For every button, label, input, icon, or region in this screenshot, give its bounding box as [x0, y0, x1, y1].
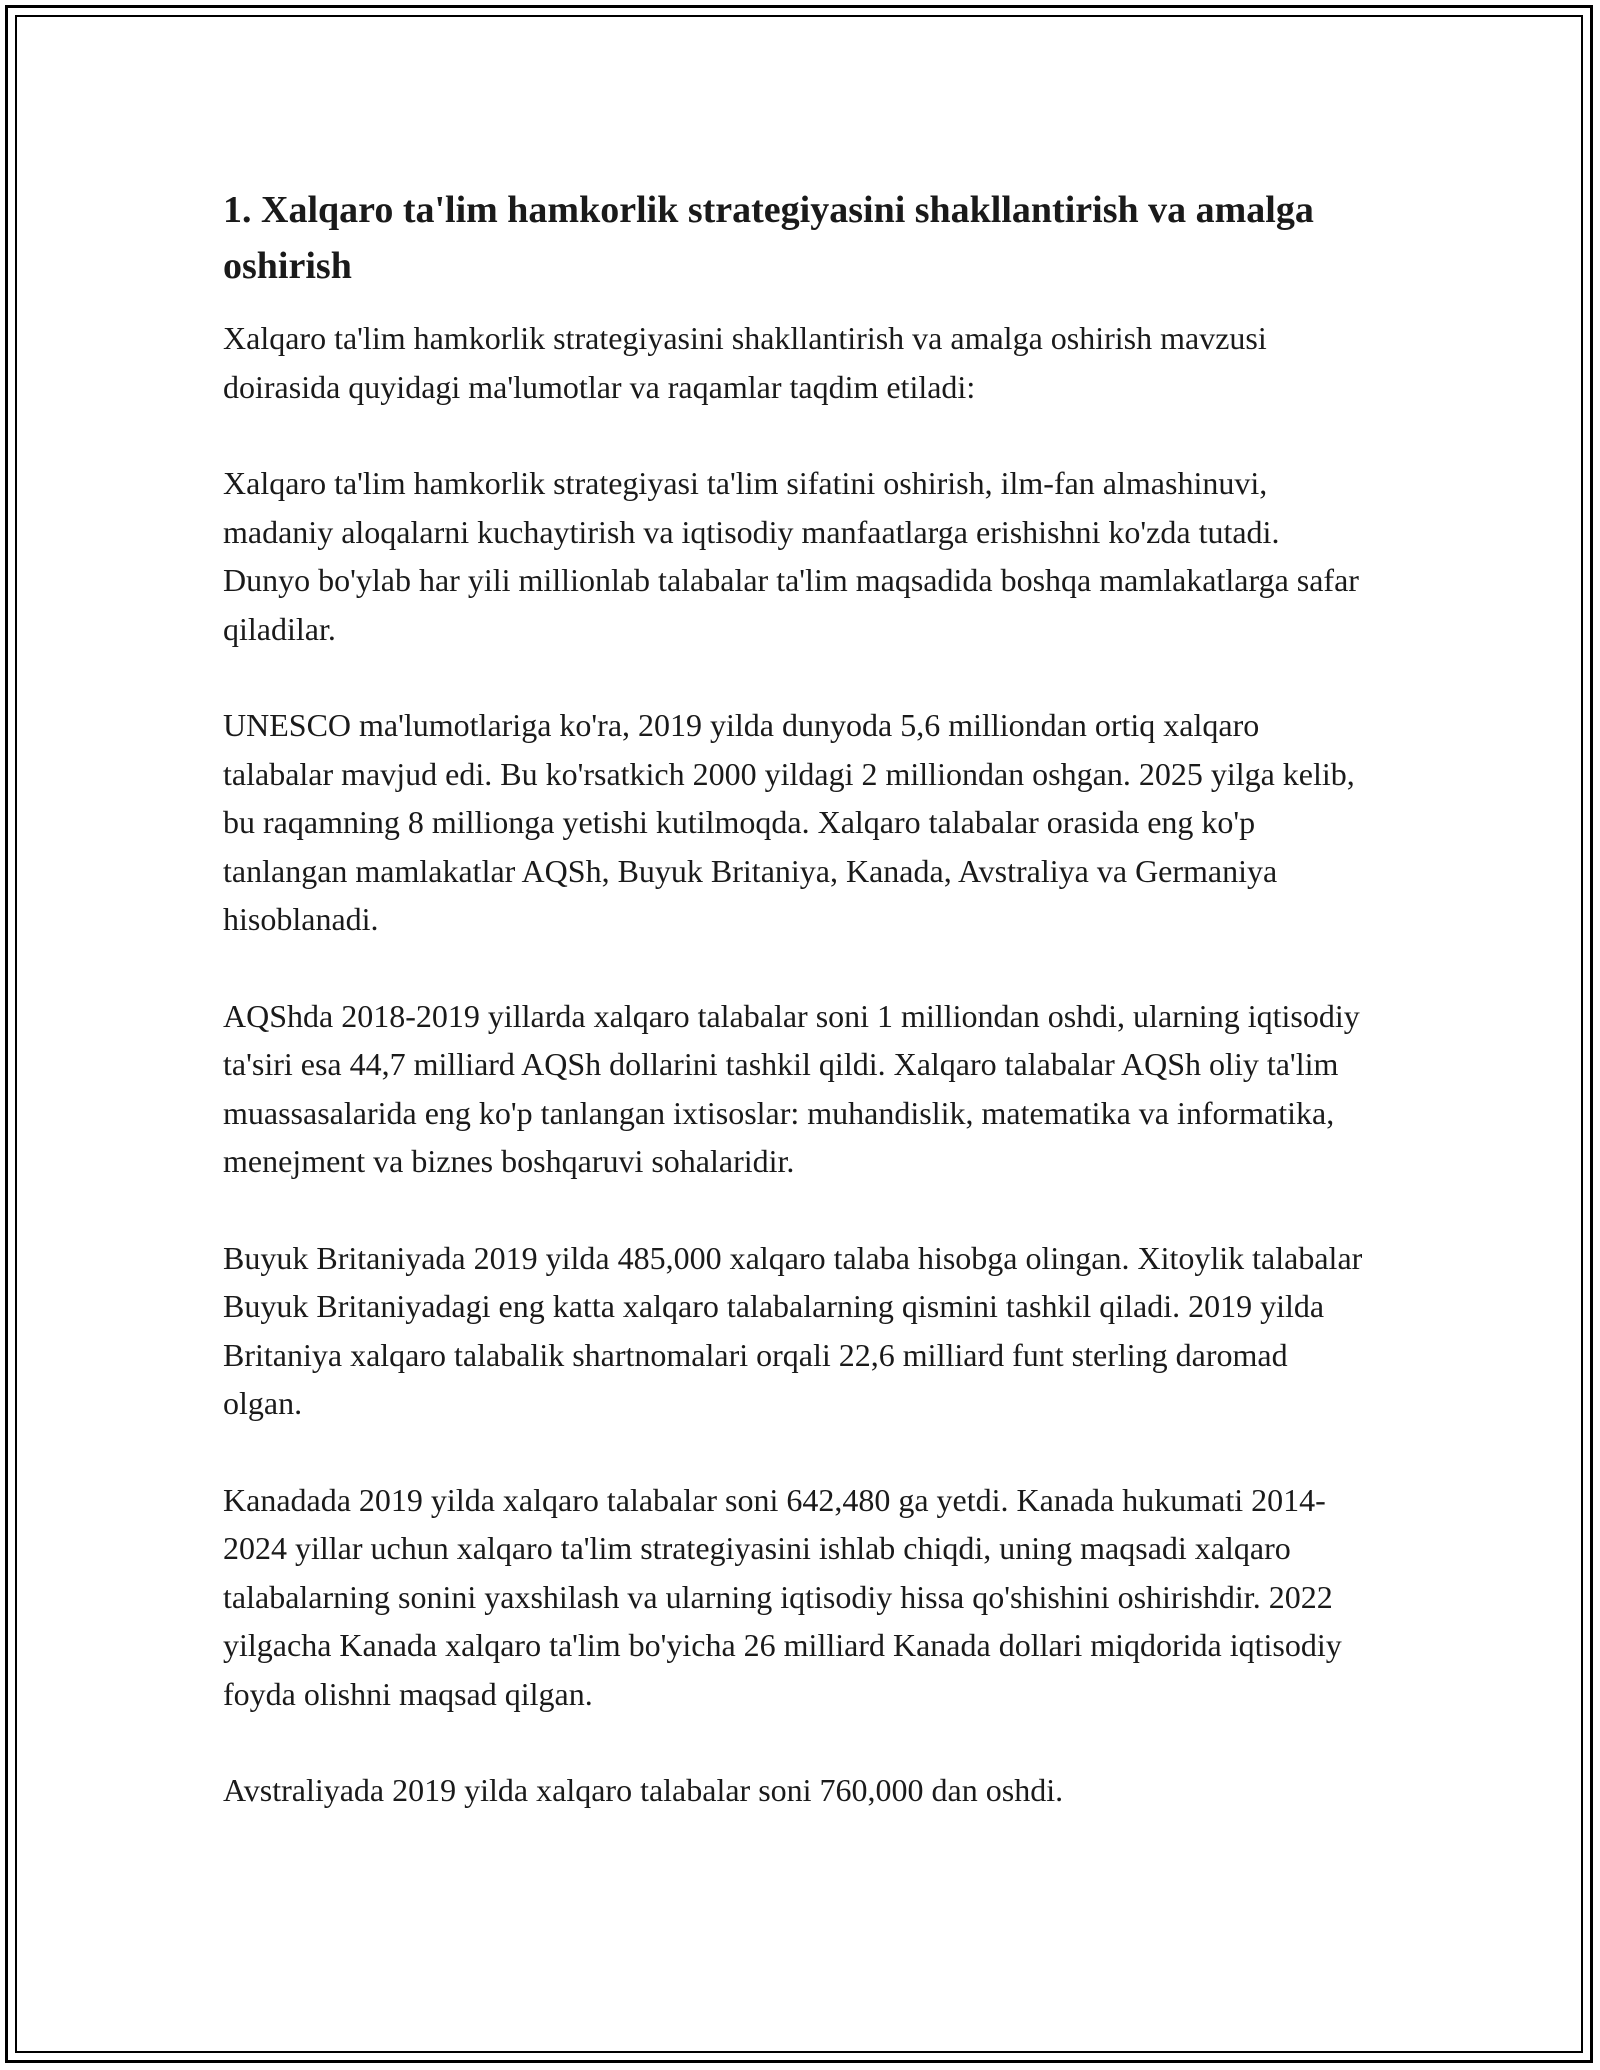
paragraph-uk: Buyuk Britaniyada 2019 yilda 485,000 xalqaro talaba hisobga olingan. Xitoylik talabalar Buyuk Britaniyadagi eng katta xalqaro talabalarning qismini tashkil qiladi. 2019 yilda Britaniya xalqaro talabalik shartnomalari orqali 22,6 milliard funt sterling daromad olgan. — [223, 1239, 1363, 1421]
section-heading: 1. Xalqaro ta'lim hamkorlik strategiyasini shakllantirish va amalga oshirish — [223, 189, 1314, 287]
paragraph-australia: Avstraliyada 2019 yilda xalqaro talabalar soni 760,000 dan oshdi. — [223, 1772, 1064, 1808]
paragraph-intro: Xalqaro ta'lim hamkorlik strategiyasini shakllantirish va amalga oshirish mavzusi doirasida quyidagi ma'lumotlar va raqamlar taqdim etiladi: — [223, 320, 1267, 405]
paragraph-strategy-goals: Xalqaro ta'lim hamkorlik strategiyasi ta'lim sifatini oshirish, ilm-fan almashinuvi, madaniy aloqalarni kuchaytirish va iqtisodiy manfaatlarga erishishni ko'zda tutadi. Dunyo bo'ylab har yili millionlab talabalar ta'lim maqsadida boshqa mamlakatlarga safar qiladilar. — [223, 465, 1359, 647]
paragraph-canada: Kanadada 2019 yilda xalqaro talabalar soni 642,480 ga yetdi. Kanada hukumati 2014-2024 yillar uchun xalqaro ta'lim strategiyasini ishlab chiqdi, uning maqsadi xalqaro talabalarning sonini yaxshilash va ularning iqtisodiy hissa qo'shishini oshirishdir. 2022 yilgacha Kanada xalqaro ta'lim bo'yicha 26 milliard Kanada dollari miqdorida iqtisodiy foyda olishni maqsad qilgan. — [223, 1481, 1342, 1712]
document-body — [223, 182, 1363, 1863]
paragraph-unesco-stats: UNESCO ma'lumotlariga ko'ra, 2019 yilda dunyoda 5,6 milliondan ortiq xalqaro talabalar mavjud edi. Bu ko'rsatkich 2000 yildagi 2 milliondan oshgan. 2025 yilga kelib, bu raqamning 8 millionga yetishi kutilmoqda. Xalqaro talabalar orasida eng ko'p tanlangan mamlakatlar AQSh, Buyuk Britaniya, Kanada, Avstraliya va Germaniya hisoblanadi. — [223, 707, 1355, 937]
paragraph-usa: AQShda 2018-2019 yillarda xalqaro talabalar soni 1 milliondan oshdi, ularning iqtisodiy ta'siri esa 44,7 milliard AQSh dollarini tashkil qildi. Xalqaro talabalar AQSh oliy ta'lim muassasalarida eng ko'p tanlangan ixtisoslar: muhandislik, matematika va informatika, menejment va biznes boshqaruvi sohalaridir. — [223, 997, 1360, 1179]
